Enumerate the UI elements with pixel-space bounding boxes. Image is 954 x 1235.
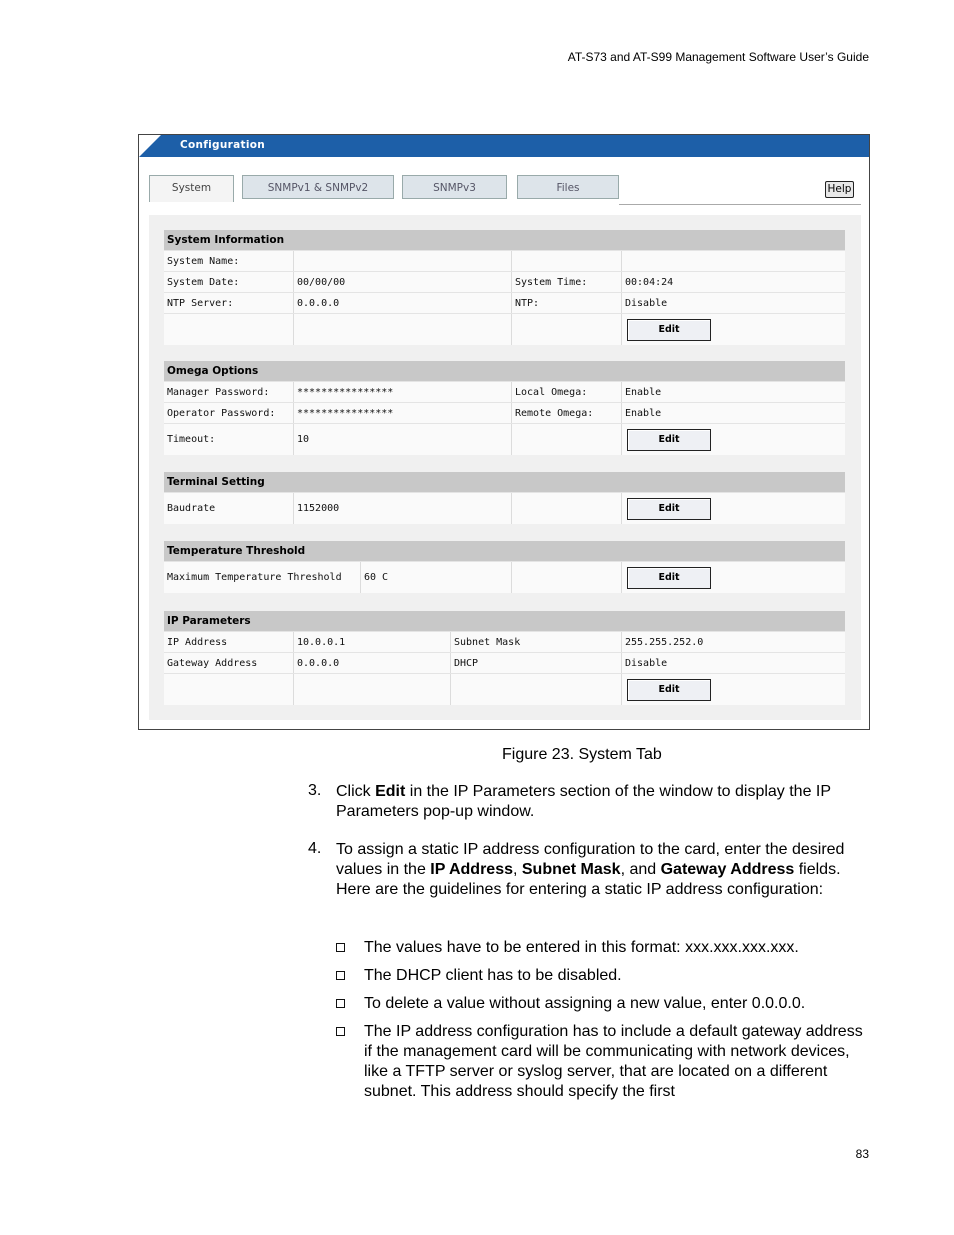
empty-cell bbox=[164, 674, 294, 705]
table-row bbox=[164, 673, 845, 705]
tab-files[interactable]: Files bbox=[517, 175, 619, 199]
section-title: IP Parameters bbox=[164, 611, 845, 631]
manager-password-label: Manager Password: bbox=[164, 382, 294, 402]
baudrate-value: 1152000 bbox=[294, 493, 512, 524]
checkbox-bullet-icon bbox=[336, 943, 345, 952]
ip-parameters-edit-button[interactable]: Edit bbox=[627, 679, 711, 701]
checkbox-bullet-icon bbox=[336, 999, 345, 1008]
empty-cell bbox=[294, 674, 451, 705]
system-date-value: 00/00/00 bbox=[294, 272, 512, 292]
table-row bbox=[164, 250, 845, 271]
subnet-mask-label: Subnet Mask bbox=[451, 632, 622, 652]
remote-omega-value: Enable bbox=[625, 407, 662, 419]
local-omega-value: Enable bbox=[625, 386, 662, 398]
empty-cell bbox=[164, 314, 294, 345]
banner-corner bbox=[139, 135, 161, 157]
ntp-server-label: NTP Server: bbox=[164, 293, 294, 313]
table-row bbox=[164, 492, 845, 524]
system-time-label: System Time: bbox=[512, 272, 622, 292]
dhcp-value: Disable bbox=[625, 657, 668, 669]
tab-system[interactable]: System bbox=[149, 175, 234, 202]
step-4-text: To assign a static IP address configuration to the card, enter the desired values in the IP Address, Subnet Mask, and Gateway Address fields. Here are the guidelines for entering a static IP address configuration: bbox=[336, 841, 845, 898]
empty-cell bbox=[512, 424, 622, 455]
system-date-label: System Date: bbox=[164, 272, 294, 292]
terminal-edit-button[interactable]: Edit bbox=[627, 498, 711, 520]
temperature-threshold-section bbox=[164, 541, 845, 593]
ntp-server-value: 0.0.0.0 bbox=[294, 293, 512, 313]
system-name-value bbox=[294, 251, 512, 271]
empty-cell bbox=[512, 493, 622, 524]
subnet-mask-value: 255.255.252.0 bbox=[625, 636, 704, 648]
timeout-label: Timeout: bbox=[164, 424, 294, 455]
tab-snmpv3[interactable]: SNMPv3 bbox=[402, 175, 507, 199]
checkbox-bullet-icon bbox=[336, 971, 345, 980]
ip-address-value: 10.0.0.1 bbox=[294, 632, 451, 652]
ip-parameters-section bbox=[164, 611, 845, 705]
checkbox-bullet-icon bbox=[336, 1027, 345, 1036]
ntp-value: Disable bbox=[625, 297, 668, 309]
terminal-setting-section bbox=[164, 472, 845, 524]
empty-cell bbox=[512, 314, 622, 345]
step-number: 4. bbox=[308, 840, 322, 857]
bullet-text: The DHCP client has to be disabled. bbox=[364, 967, 622, 984]
configuration-screenshot bbox=[138, 134, 870, 730]
bullet-text: To delete a value without assigning a new value, enter 0.0.0.0. bbox=[364, 995, 806, 1012]
ntp-label: NTP: bbox=[512, 293, 622, 313]
empty-cell bbox=[451, 674, 622, 705]
omega-edit-button[interactable]: Edit bbox=[627, 429, 711, 451]
baudrate-label: Baudrate bbox=[164, 493, 294, 524]
section-title: Terminal Setting bbox=[164, 472, 845, 492]
empty-cell bbox=[512, 562, 622, 593]
system-name-label: System Name: bbox=[164, 251, 294, 271]
section-title: Omega Options bbox=[164, 361, 845, 381]
max-temperature-label: Maximum Temperature Threshold bbox=[164, 562, 361, 593]
operator-password-label: Operator Password: bbox=[164, 403, 294, 423]
table-row bbox=[164, 292, 845, 313]
bullet-text: The IP address configuration has to include a default gateway address if the management card will be communicating with network devices, like a TFTP server or syslog server, that are located on a different subnet. This address should specify the first bbox=[364, 1023, 863, 1100]
empty-cell bbox=[512, 251, 622, 271]
table-row bbox=[164, 313, 845, 345]
local-omega-label: Local Omega: bbox=[512, 382, 622, 402]
figure-caption: Figure 23. System Tab bbox=[502, 746, 662, 763]
table-row bbox=[164, 402, 845, 423]
table-row bbox=[164, 652, 845, 673]
gateway-address-label: Gateway Address bbox=[164, 653, 294, 673]
banner-title: Configuration bbox=[180, 139, 266, 151]
empty-cell bbox=[622, 251, 845, 271]
operator-password-value: **************** bbox=[294, 403, 512, 423]
tab-divider bbox=[619, 204, 861, 205]
bullet-text: The values have to be entered in this format: xxx.xxx.xxx.xxx. bbox=[364, 939, 799, 956]
step-number: 3. bbox=[308, 782, 322, 799]
max-temperature-value: 60 C bbox=[361, 562, 512, 593]
omega-options-section bbox=[164, 361, 845, 455]
dhcp-label: DHCP bbox=[451, 653, 622, 673]
ip-address-label: IP Address bbox=[164, 632, 294, 652]
temperature-edit-button[interactable]: Edit bbox=[627, 567, 711, 589]
running-header: AT-S73 and AT-S99 Management Software User’s Guide bbox=[567, 50, 869, 64]
page-number: 83 bbox=[855, 1147, 869, 1161]
section-title: Temperature Threshold bbox=[164, 541, 845, 561]
manager-password-value: **************** bbox=[294, 382, 512, 402]
section-title: System Information bbox=[164, 230, 845, 250]
system-info-edit-button[interactable]: Edit bbox=[627, 319, 711, 341]
step-3-text: Click Edit in the IP Parameters section of the window to display the IP Parameters pop-up window. bbox=[336, 783, 831, 820]
tab-snmpv1-snmpv2[interactable]: SNMPv1 & SNMPv2 bbox=[242, 175, 394, 199]
gateway-address-value: 0.0.0.0 bbox=[294, 653, 451, 673]
table-row bbox=[164, 381, 845, 402]
system-time-value: 00:04:24 bbox=[625, 276, 674, 288]
table-row bbox=[164, 271, 845, 292]
timeout-value: 10 bbox=[294, 424, 512, 455]
table-row bbox=[164, 423, 845, 455]
help-button[interactable]: Help bbox=[825, 181, 854, 198]
remote-omega-label: Remote Omega: bbox=[512, 403, 622, 423]
empty-cell bbox=[294, 314, 512, 345]
configuration-banner bbox=[139, 135, 869, 157]
table-row bbox=[164, 631, 845, 652]
system-information-section bbox=[164, 230, 845, 345]
table-row bbox=[164, 561, 845, 593]
